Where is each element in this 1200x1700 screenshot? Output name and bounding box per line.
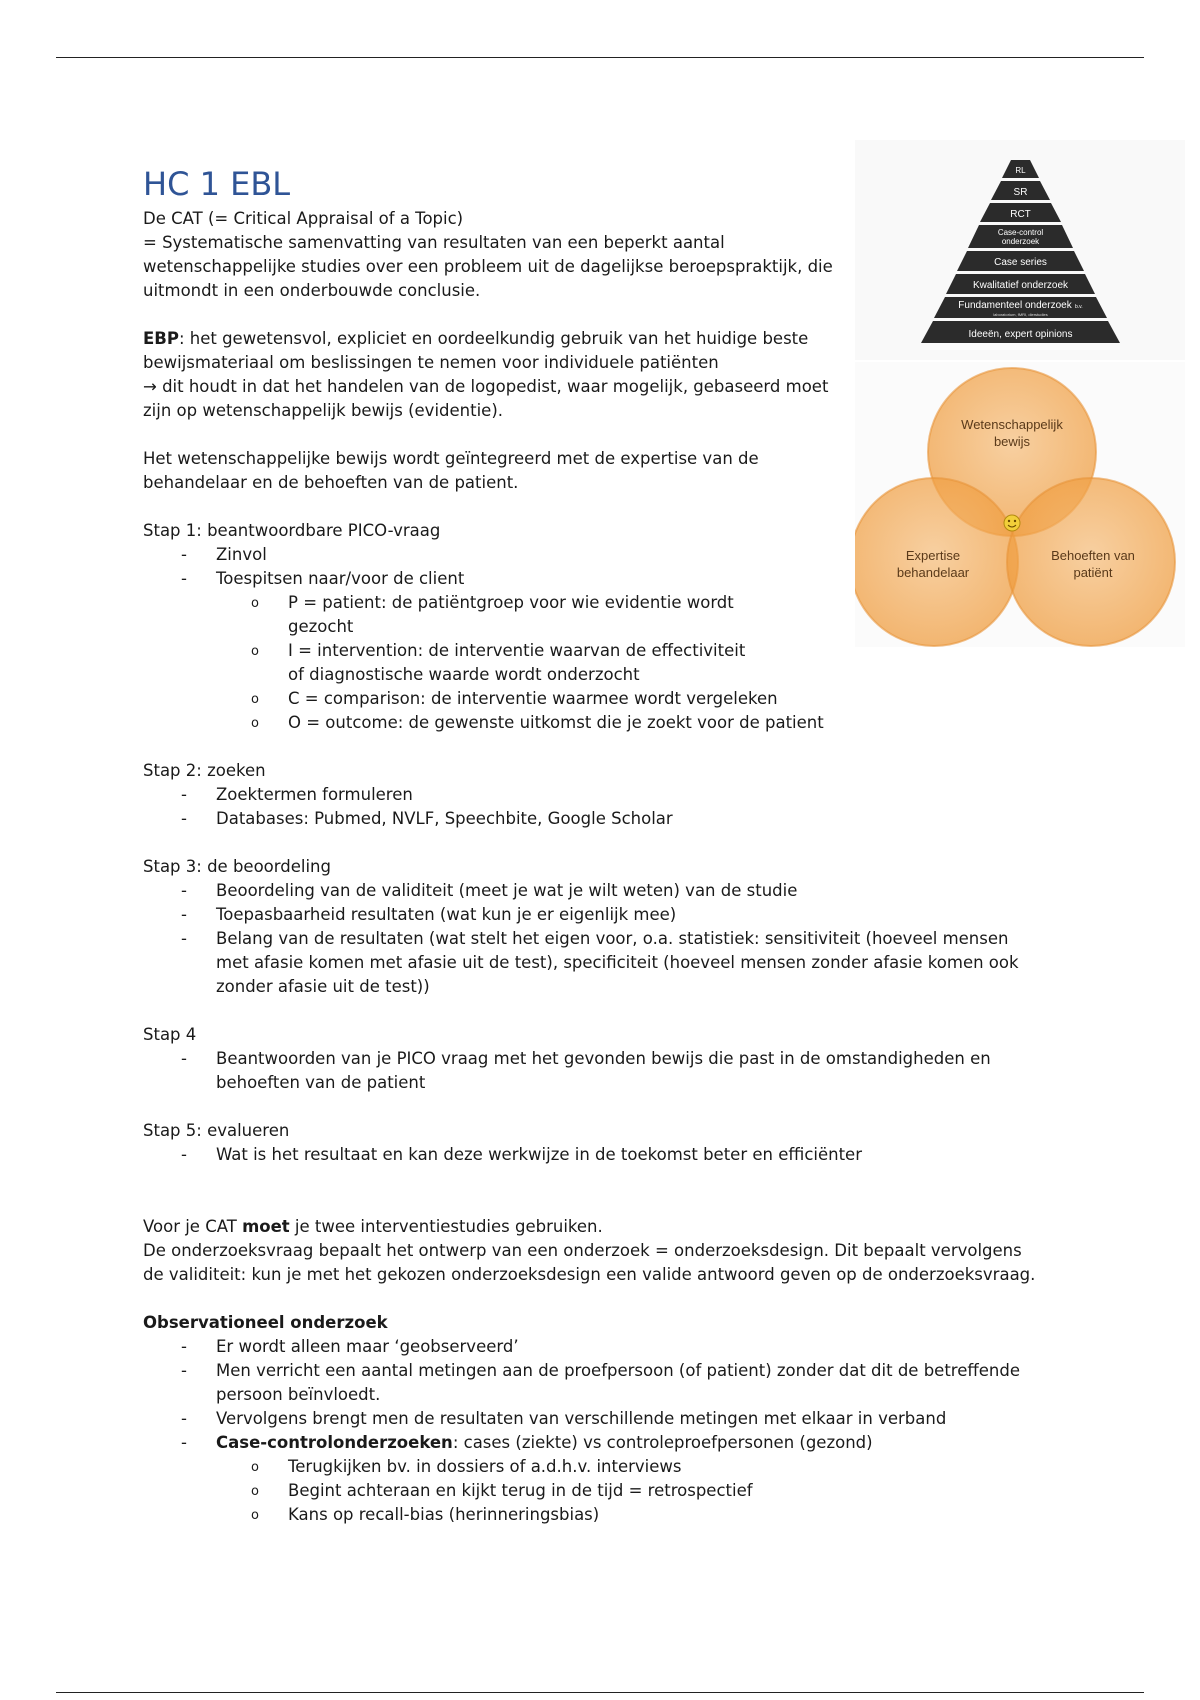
pyramid-label-top: RL	[1015, 166, 1026, 175]
pyramid-label-rct: RCT	[1010, 209, 1031, 220]
cat-note-pre: Voor je CAT	[143, 1217, 243, 1236]
list-item: - Wat is het resultaat en kan deze werkwijze in de toekomst beter en efficiënter	[143, 1143, 1043, 1167]
pyramid-label-fundamental: Fundamenteel onderzoek	[958, 300, 1072, 311]
list-item: o Kans op recall-bias (herinneringsbias)	[143, 1503, 1043, 1527]
obs-list	[143, 1335, 1043, 1455]
stap5-title: Stap 5: evalueren	[143, 1121, 290, 1140]
list-item: - Toespitsen naar/voor de client	[143, 567, 1043, 591]
list-item: o Begint achteraan en kijkt terug in de tijd = retrospectief	[143, 1479, 1043, 1503]
venn-label-needs-1: Behoeften van	[1051, 548, 1135, 563]
list-item: - Beantwoorden van je PICO vraag met het gevonden bewijs die past in de omstandigheden en behoeften van de patient	[143, 1047, 1043, 1095]
stap4-title: Stap 4	[143, 1025, 197, 1044]
stap1-title: Stap 1: beantwoordbare PICO-vraag	[143, 521, 441, 540]
pyramid-label-case-control-2: onderzoek	[1001, 237, 1040, 246]
list-item: - Belang van de resultaten (wat stelt het eigen voor, o.a. statistiek: sensitiviteit (hoeveel mensen met afasie komen met afasie uit de test), specificiteit (hoeveel mensen zonder afasie komen ook zonder afasie uit de test))	[143, 927, 1043, 999]
design-text: De onderzoeksvraag bepaalt het ontwerp van een onderzoek = onderzoeksdesign. Dit bepaalt vervolgens de validiteit: kun je met het gekozen onderzoeksdesign een valide antwoord geven op de onderzoeksvraag.	[143, 1241, 1036, 1284]
cat-definition: De CAT (= Critical Appraisal of a Topic)	[143, 209, 464, 228]
cat-note-bold: moet	[242, 1217, 290, 1236]
case-control-sublist	[143, 1455, 1043, 1527]
stap3-title: Stap 3: de beoordeling	[143, 857, 331, 876]
pyramid-label-qualitative: Kwalitatief onderzoek	[972, 280, 1069, 291]
venn-label-evidence-1: Wetenschappelijk	[961, 417, 1063, 432]
list-item: - Vervolgens brengt men de resultaten van verschillende metingen met elkaar in verband	[143, 1407, 1043, 1431]
venn-label-evidence-2: bewijs	[993, 434, 1031, 449]
pyramid-label-fundamental-suffix: b.v.	[1075, 304, 1083, 310]
header-rule	[56, 57, 1144, 58]
pico-c: o C = comparison: de interventie waarmee wordt vergeleken	[143, 687, 883, 711]
pyramid-label-opinions: Ideeën, expert opinions	[968, 329, 1073, 340]
ebp-term: EBP	[143, 329, 179, 348]
ebp-definition	[143, 327, 843, 375]
pico-p: o P = patient: de patiëntgroep voor wie evidentie wordt gezocht	[143, 591, 738, 639]
page-title: HC 1 EBL	[143, 165, 291, 203]
footer-rule	[56, 1692, 1144, 1693]
list-item: - Databases: Pubmed, NVLF, Speechbite, Google Scholar	[143, 807, 1043, 831]
smiley-icon	[1004, 515, 1020, 531]
obs-title-text: Observationeel onderzoek	[143, 1313, 388, 1332]
cat-note	[143, 1215, 1043, 1239]
ebp-implication: → dit houdt in dat het handelen van de logopedist, waar mogelijk, gebaseerd moet zijn op wetenschappelijk bewijs (evidentie).	[143, 377, 829, 420]
venn-label-needs-2: patiënt	[1073, 565, 1113, 580]
ebp-venn-diagram	[855, 362, 1185, 647]
list-item: - Toepasbaarheid resultaten (wat kun je er eigenlijk mee)	[143, 903, 1043, 927]
evidence-pyramid	[855, 140, 1185, 360]
case-control-text: : cases (ziekte) vs controleproefpersonen (gezond)	[452, 1433, 873, 1452]
stap3-list	[143, 879, 1043, 999]
pico-list	[143, 591, 883, 735]
venn-label-expertise-1: Expertise	[905, 548, 961, 563]
pyramid-label-case-control: Case-control	[997, 228, 1044, 237]
list-item: - Zinvol	[143, 543, 1043, 567]
pyramid-label-sr: SR	[1013, 187, 1028, 198]
ebp-block	[143, 327, 843, 423]
case-control-item	[143, 1431, 1043, 1455]
list-item: - Er wordt alleen maar ‘geobserveerd’	[143, 1335, 1043, 1359]
stap5-list	[143, 1143, 1043, 1167]
ebp-text: : het gewetensvol, expliciet en oordeelkundig gebruik van het huidige beste bewijsmateriaal om beslissingen te nemen voor individuele patiënten	[143, 329, 809, 372]
stap2-title: Stap 2: zoeken	[143, 761, 266, 780]
case-control-term: Case-controlonderzoeken	[216, 1433, 453, 1452]
pyramid-label-fundamental-sub: laboratorium, fMRI, dierstudies	[993, 312, 1048, 317]
ebp-venn-figure	[855, 362, 1185, 647]
venn-label-expertise-2: behandelaar	[896, 565, 970, 580]
cat-description: = Systematische samenvatting van resultaten van een beperkt aantal wetenschappelijke studies over een probleem uit de dagelijkse beroepspraktijk, die uitmondt in een onderbouwde conclusie.	[143, 233, 833, 300]
list-item: - Men verricht een aantal metingen aan de proefpersoon (of patient) zonder dat dit de betreffende persoon beïnvloedt.	[143, 1359, 1043, 1407]
list-item: - Beoordeling van de validiteit (meet je wat je wilt weten) van de studie	[143, 879, 1043, 903]
pico-o: o O = outcome: de gewenste uitkomst die je zoekt voor de patient	[143, 711, 883, 735]
integration-text: Het wetenschappelijke bewijs wordt geïntegreerd met de expertise van de behandelaar en de behoeften van de patient.	[143, 449, 759, 492]
obs-title	[143, 1311, 1043, 1335]
evidence-pyramid-figure	[855, 140, 1185, 360]
list-item: o Terugkijken bv. in dossiers of a.d.h.v. interviews	[143, 1455, 1043, 1479]
pico-i: o I = intervention: de interventie waarvan de effectiviteit of diagnostische waarde wordt onderzocht	[143, 639, 758, 687]
cat-definition-block	[143, 207, 843, 303]
cat-note-post: je twee interventiestudies gebruiken.	[289, 1217, 603, 1236]
stap4-list	[143, 1047, 1043, 1095]
stap2-list	[143, 783, 1043, 831]
pyramid-label-case-series: Case series	[994, 257, 1047, 268]
list-item: - Zoektermen formuleren	[143, 783, 1043, 807]
